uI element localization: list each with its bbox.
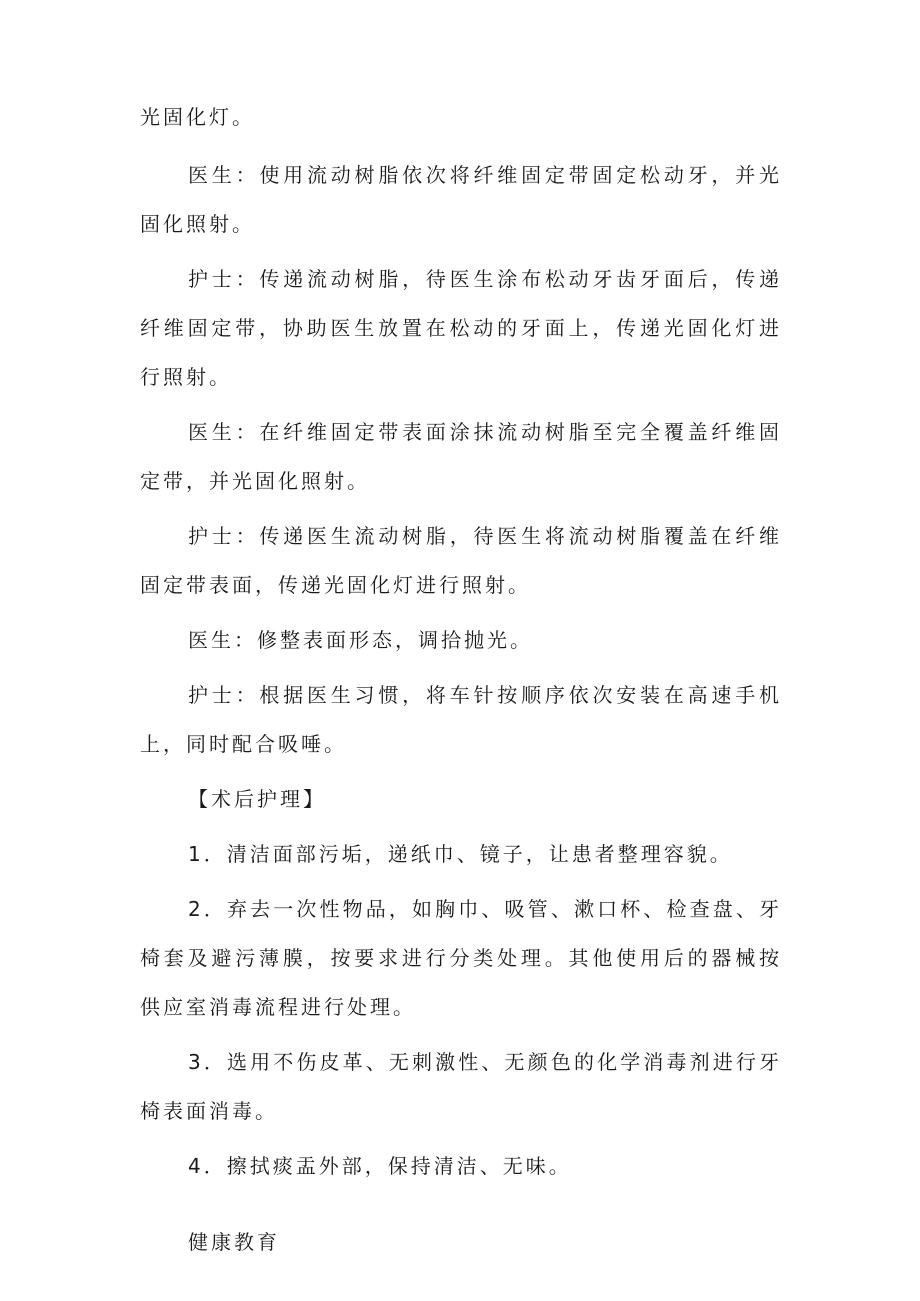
step-item-3: 3．选用不伤皮革、无刺激性、无颜色的化学消毒剂进行牙椅表面消毒。 [140, 1050, 782, 1123]
paragraph-doctor-fixation: 医生：使用流动树脂依次将纤维固定带固定松动牙，并光固化照射。 [140, 163, 782, 236]
section-heading-health-education: 健康教育 [188, 1230, 280, 1254]
paragraph-continuation: 光固化灯。 [140, 105, 255, 129]
paragraph-nurse-pass-resin: 护士：传递流动树脂，待医生涂布松动牙齿牙面后，传递纤维固定带，协助医生放置在松动的牙面上，传递光固化灯进行照射。 [140, 267, 782, 389]
paragraph-nurse-bur: 护士：根据医生习惯，将车针按顺序依次安装在高速手机上，同时配合吸唾。 [140, 683, 782, 756]
step-item-1: 1．清洁面部污垢，递纸巾、镜子，让患者整理容貌。 [188, 842, 733, 866]
section-heading-postop-care: 【术后护理】 [188, 787, 326, 811]
document-body [140, 93, 782, 1267]
step-item-2: 2．弃去一次性物品，如胸巾、吸管、漱口杯、检查盘、牙椅套及避污薄膜，按要求进行分类处理。其他使用后的器械按供应室消毒流程进行处理。 [140, 897, 782, 1019]
paragraph-nurse-cover-resin: 护士：传递医生流动树脂，待医生将流动树脂覆盖在纤维固定带表面，传递光固化灯进行照射。 [140, 524, 782, 597]
paragraph-doctor-polish: 医生：修整表面形态，调拾抛光。 [188, 628, 533, 652]
paragraph-doctor-coat-resin: 医生：在纤维固定带表面涂抹流动树脂至完全覆盖纤维固定带，并光固化照射。 [140, 420, 782, 493]
step-item-4: 4．擦拭痰盂外部，保持清洁、无味。 [188, 1154, 572, 1178]
